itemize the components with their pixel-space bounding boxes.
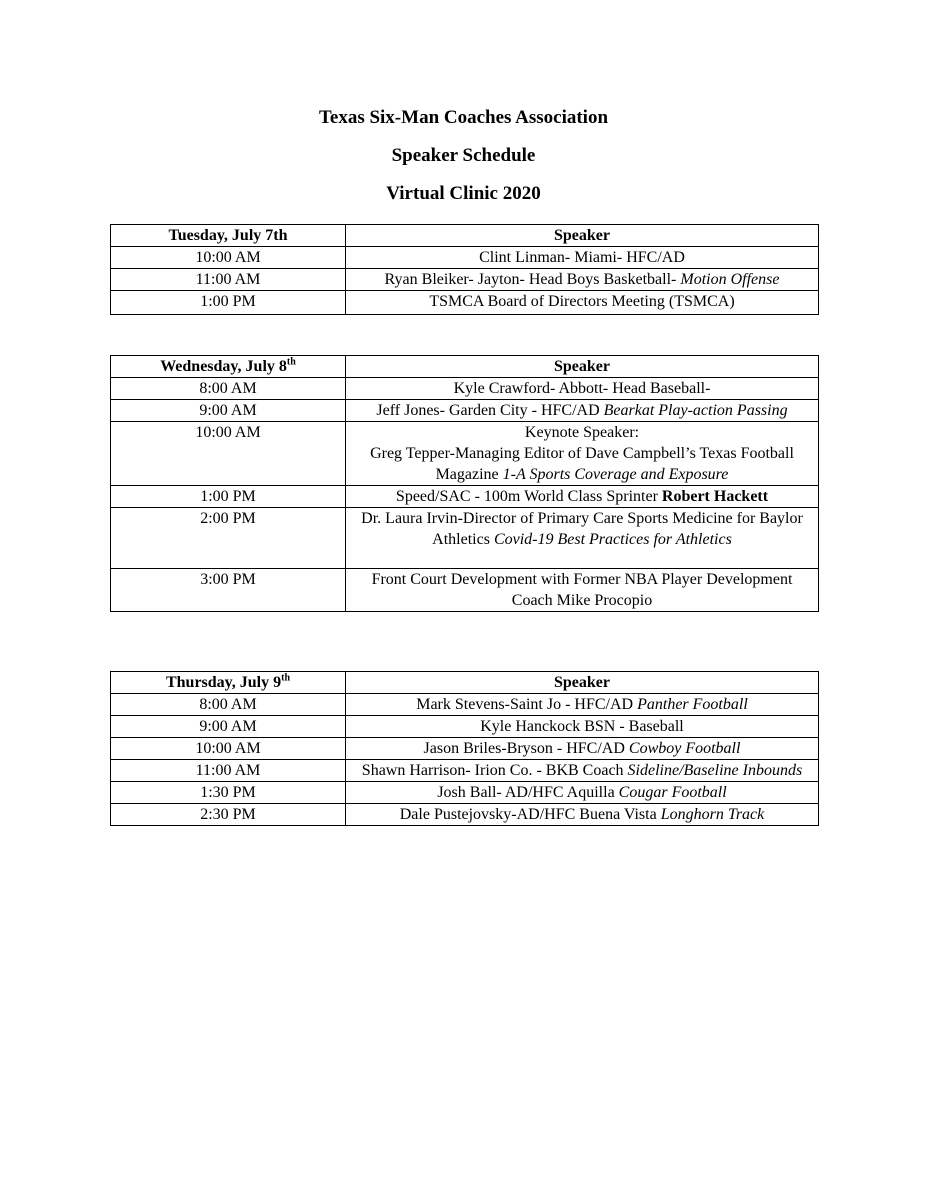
time-cell: 11:00 AM bbox=[111, 269, 346, 291]
speaker-cell: Dr. Laura Irvin-Director of Primary Care Sports Medicine for Baylor Athletics Covid-19 Best Practices for Athletics bbox=[346, 508, 819, 569]
table-row bbox=[111, 400, 819, 422]
table-header-row bbox=[111, 672, 819, 694]
tuesday-schedule-table bbox=[110, 224, 819, 315]
table-row bbox=[111, 291, 819, 315]
speaker-cell: Shawn Harrison- Irion Co. - BKB Coach Sideline/Baseline Inbounds bbox=[346, 760, 819, 782]
table-row bbox=[111, 694, 819, 716]
time-cell: 2:30 PM bbox=[111, 804, 346, 826]
table-row bbox=[111, 782, 819, 804]
org-title: Texas Six-Man Coaches Association bbox=[318, 107, 609, 128]
speaker-cell: Jeff Jones- Garden City - HFC/AD Bearkat Play-action Passing bbox=[346, 400, 819, 422]
time-cell: 2:00 PM bbox=[111, 508, 346, 569]
table-row bbox=[111, 247, 819, 269]
speaker-cell: TSMCA Board of Directors Meeting (TSMCA) bbox=[346, 291, 819, 315]
speaker-cell: Front Court Development with Former NBA Player Development Coach Mike Procopio bbox=[346, 569, 819, 612]
day-header: Tuesday, July 7th bbox=[111, 225, 346, 247]
event-title: Virtual Clinic 2020 bbox=[386, 183, 541, 204]
wednesday-schedule-table bbox=[110, 355, 819, 612]
time-cell: 8:00 AM bbox=[111, 378, 346, 400]
day-header: Thursday, July 9th bbox=[111, 672, 346, 694]
speaker-header: Speaker bbox=[346, 356, 819, 378]
speaker-cell: Kyle Crawford- Abbott- Head Baseball- bbox=[346, 378, 819, 400]
time-cell: 10:00 AM bbox=[111, 738, 346, 760]
table-row bbox=[111, 738, 819, 760]
table-header-row bbox=[111, 356, 819, 378]
table-row bbox=[111, 422, 819, 486]
speaker-header: Speaker bbox=[346, 225, 819, 247]
table-row bbox=[111, 804, 819, 826]
speaker-cell: Dale Pustejovsky-AD/HFC Buena Vista Longhorn Track bbox=[346, 804, 819, 826]
time-cell: 9:00 AM bbox=[111, 400, 346, 422]
time-cell: 10:00 AM bbox=[111, 247, 346, 269]
speaker-cell: Josh Ball- AD/HFC Aquilla Cougar Football bbox=[346, 782, 819, 804]
time-cell: 9:00 AM bbox=[111, 716, 346, 738]
table-header-row bbox=[111, 225, 819, 247]
table-row bbox=[111, 716, 819, 738]
speaker-header: Speaker bbox=[346, 672, 819, 694]
day-header: Wednesday, July 8th bbox=[111, 356, 346, 378]
thursday-schedule-table bbox=[110, 671, 819, 826]
speaker-cell: Clint Linman- Miami- HFC/AD bbox=[346, 247, 819, 269]
table-row bbox=[111, 760, 819, 782]
keynote-label: Keynote Speaker: bbox=[524, 424, 640, 441]
schedule-title: Speaker Schedule bbox=[391, 145, 536, 166]
table-row bbox=[111, 508, 819, 569]
table-row bbox=[111, 378, 819, 400]
time-cell: 3:00 PM bbox=[111, 569, 346, 612]
speaker-cell: Kyle Hanckock BSN - Baseball bbox=[346, 716, 819, 738]
table-row bbox=[111, 269, 819, 291]
speaker-cell: Speed/SAC - 100m World Class Sprinter Robert Hackett bbox=[346, 486, 819, 508]
table-row bbox=[111, 486, 819, 508]
time-cell: 1:30 PM bbox=[111, 782, 346, 804]
time-cell: 10:00 AM bbox=[111, 422, 346, 486]
speaker-cell: Ryan Bleiker- Jayton- Head Boys Basketball- Motion Offense bbox=[346, 269, 819, 291]
time-cell: 8:00 AM bbox=[111, 694, 346, 716]
time-cell: 1:00 PM bbox=[111, 291, 346, 315]
table-row bbox=[111, 569, 819, 612]
speaker-cell: Mark Stevens-Saint Jo - HFC/AD Panther Football bbox=[346, 694, 819, 716]
time-cell: 11:00 AM bbox=[111, 760, 346, 782]
speaker-cell: Jason Briles-Bryson - HFC/AD Cowboy Football bbox=[346, 738, 819, 760]
speaker-cell: Keynote Speaker: Greg Tepper-Managing Editor of Dave Campbell’s Texas Football Magazine 1-A Sports Coverage and Exposure bbox=[346, 422, 819, 486]
document-header bbox=[0, 108, 927, 222]
time-cell: 1:00 PM bbox=[111, 486, 346, 508]
